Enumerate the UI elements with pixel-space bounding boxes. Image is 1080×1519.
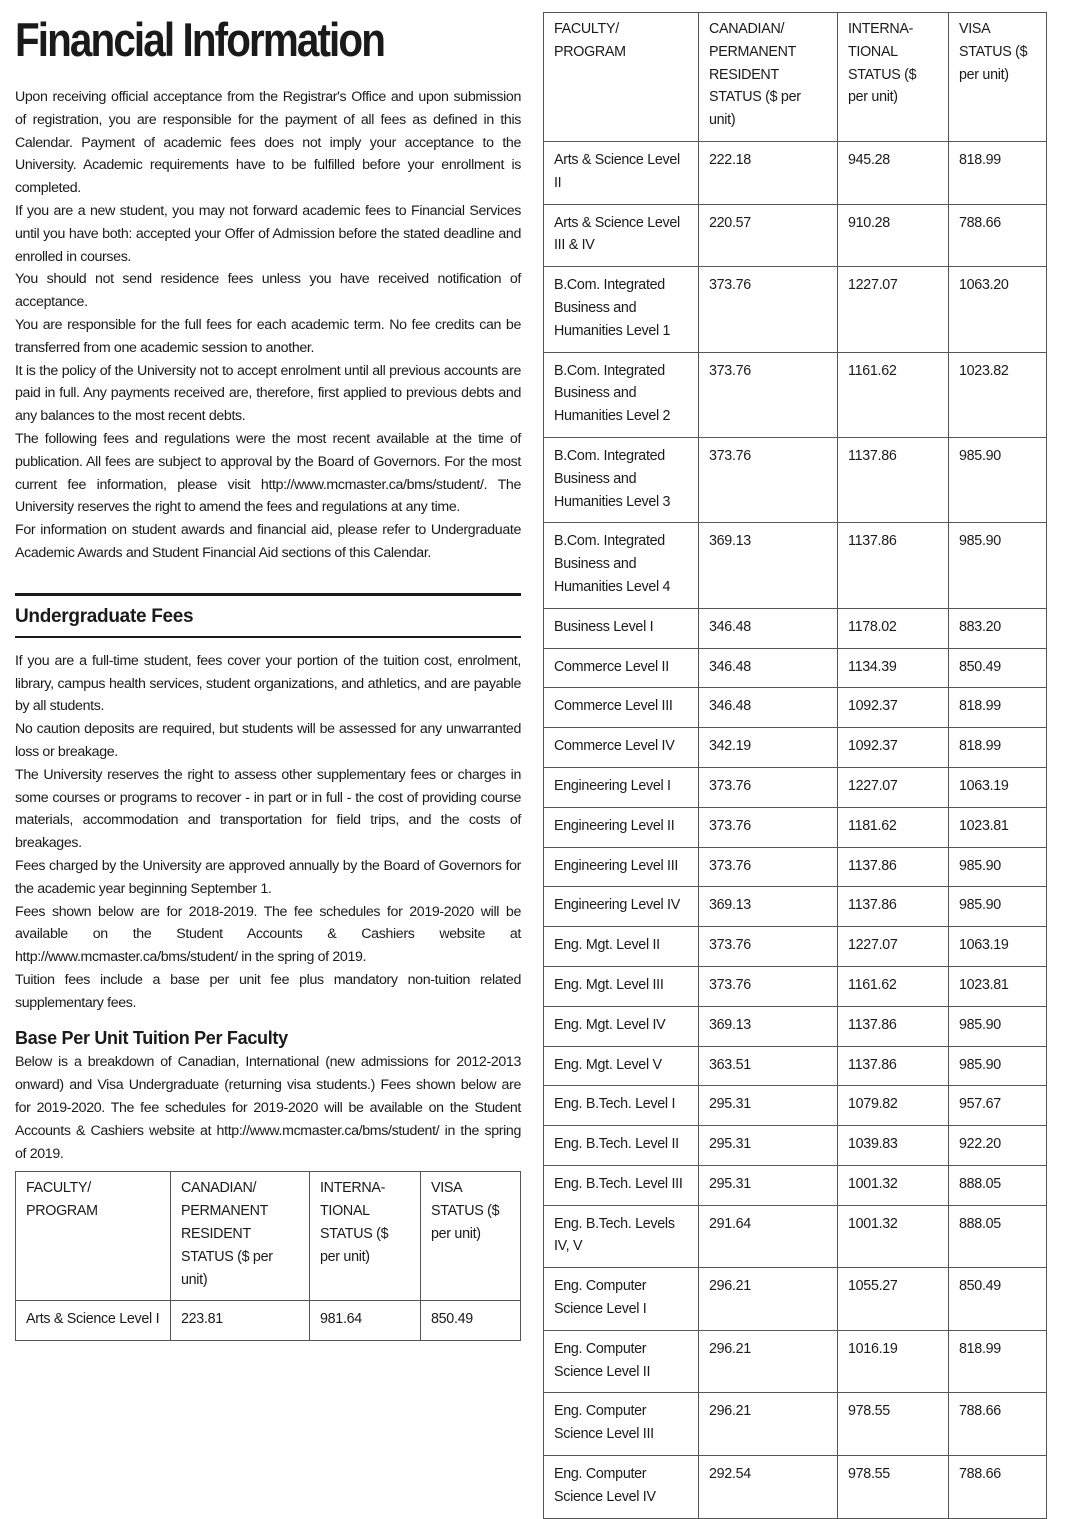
cell-program: B.Com. Integrated Business and Humanities Level 1 <box>544 267 699 352</box>
cell-international-fee: 1039.83 <box>838 1126 949 1166</box>
cell-program: Eng. Mgt. Level V <box>544 1046 699 1086</box>
intro-paragraph: It is the policy of the University not to accept enrolment until all previous accounts are paid in full. Any payments received are, therefore, first applied to previous debts and any balances to the most recent debts. <box>15 362 521 425</box>
cell-canadian-fee: 295.31 <box>699 1165 838 1205</box>
table-row <box>544 608 1047 648</box>
cell-international-fee: 1092.37 <box>838 728 949 768</box>
cell-visa-fee: 985.90 <box>949 887 1047 927</box>
cell-canadian-fee: 373.76 <box>699 437 838 522</box>
cell-visa-fee: 985.90 <box>949 437 1047 522</box>
cell-program: Engineering Level IV <box>544 887 699 927</box>
table-row <box>544 1046 1047 1086</box>
right-column <box>543 12 1047 1519</box>
cell-visa-fee: 818.99 <box>949 728 1047 768</box>
cell-visa-fee: 818.99 <box>949 1330 1047 1393</box>
cell-program: Commerce Level IV <box>544 728 699 768</box>
undergrad-paragraph: If you are a full-time student, fees cover your portion of the tuition cost, enrolment, library, campus health services, student organizations, and athletics, and are payable by all students. <box>15 652 521 715</box>
cell-program: Eng. Computer Science Level IV <box>544 1456 699 1519</box>
cell-program: Eng. B.Tech. Levels IV, V <box>544 1205 699 1268</box>
cell-international-fee: 1092.37 <box>838 688 949 728</box>
table-row <box>544 141 1047 204</box>
table-row <box>544 1126 1047 1166</box>
base-unit-paragraph: Below is a breakdown of Canadian, International (new admissions for 2012-2013 onward) and Visa Undergraduate (returning visa students.) Fees shown below are for 2019-2020. The fee schedules for 2019-2020 will be available on the Student Accounts & Cashiers website at http://www.mcmaster.ca/bms/student/ in the spring of 2019. <box>15 1054 521 1162</box>
table-row <box>544 688 1047 728</box>
table-row <box>544 523 1047 608</box>
table-row <box>544 1456 1047 1519</box>
table-row <box>544 966 1047 1006</box>
cell-program: Arts & Science Level III & IV <box>544 204 699 267</box>
cell-visa-fee: 1063.20 <box>949 267 1047 352</box>
cell-international-fee: 1137.86 <box>838 523 949 608</box>
header-canadian-status: CANADIAN/ PERMANENT RESIDENT STATUS ($ per unit) <box>699 13 838 142</box>
table-row <box>544 1165 1047 1205</box>
table-row <box>544 1086 1047 1126</box>
table-row <box>544 728 1047 768</box>
cell-canadian-fee: 373.76 <box>699 267 838 352</box>
cell-canadian-fee: 291.64 <box>699 1205 838 1268</box>
intro-section <box>15 86 521 565</box>
cell-visa-fee: 922.20 <box>949 1126 1047 1166</box>
cell-international-fee: 1016.19 <box>838 1330 949 1393</box>
cell-international-fee: 1055.27 <box>838 1268 949 1331</box>
cell-international-fee: 1227.07 <box>838 767 949 807</box>
cell-visa-fee: 985.90 <box>949 523 1047 608</box>
cell-international-fee: 1227.07 <box>838 927 949 967</box>
table-row <box>544 1393 1047 1456</box>
cell-canadian-fee: 373.76 <box>699 807 838 847</box>
header-canadian-status: CANADIAN/ PERMANENT RESIDENT STATUS ($ per unit) <box>171 1172 310 1301</box>
cell-program: Business Level I <box>544 608 699 648</box>
cell-visa-fee: 985.90 <box>949 1006 1047 1046</box>
cell-visa-fee: 888.05 <box>949 1165 1047 1205</box>
cell-international-fee: 981.64 <box>310 1301 421 1341</box>
base-unit-title: Base Per Unit Tuition Per Faculty <box>15 1028 288 1049</box>
cell-program: Eng. B.Tech. Level III <box>544 1165 699 1205</box>
cell-program: Engineering Level III <box>544 847 699 887</box>
cell-visa-fee: 818.99 <box>949 688 1047 728</box>
undergrad-paragraph: The University reserves the right to assess other supplementary fees or charges in some courses or programs to recover - in part or in full - the cost of providing course materials, accommodation and transportation for field trips, and the costs of breakages. <box>15 766 521 852</box>
cell-canadian-fee: 373.76 <box>699 352 838 437</box>
table-row <box>544 767 1047 807</box>
cell-program: Eng. Mgt. Level IV <box>544 1006 699 1046</box>
cell-canadian-fee: 296.21 <box>699 1330 838 1393</box>
header-faculty-program: FACULTY/ PROGRAM <box>16 1172 171 1301</box>
header-visa-status: VISA STATUS ($ per unit) <box>421 1172 521 1301</box>
header-international-status: INTERNA-TIONAL STATUS ($ per unit) <box>838 13 949 142</box>
cell-program: Commerce Level II <box>544 648 699 688</box>
intro-paragraph: You are responsible for the full fees for each academic term. No fee credits can be transferred from one academic session to another. <box>15 316 521 356</box>
cell-program: Eng. Mgt. Level II <box>544 927 699 967</box>
cell-visa-fee: 1063.19 <box>949 767 1047 807</box>
cell-international-fee: 945.28 <box>838 141 949 204</box>
cell-visa-fee: 850.49 <box>421 1301 521 1341</box>
cell-canadian-fee: 373.76 <box>699 966 838 1006</box>
cell-international-fee: 1137.86 <box>838 1046 949 1086</box>
cell-canadian-fee: 346.48 <box>699 608 838 648</box>
table-row <box>544 847 1047 887</box>
cell-international-fee: 1001.32 <box>838 1165 949 1205</box>
cell-international-fee: 1161.62 <box>838 352 949 437</box>
cell-international-fee: 978.55 <box>838 1456 949 1519</box>
cell-canadian-fee: 373.76 <box>699 767 838 807</box>
cell-international-fee: 1181.62 <box>838 807 949 847</box>
cell-canadian-fee: 295.31 <box>699 1086 838 1126</box>
section-divider <box>15 636 521 638</box>
intro-paragraph: If you are a new student, you may not forward academic fees to Financial Services until you have both: accepted your Offer of Admission before the stated deadline and enrolled in courses. <box>15 202 521 265</box>
cell-visa-fee: 788.66 <box>949 1393 1047 1456</box>
cell-visa-fee: 1063.19 <box>949 927 1047 967</box>
cell-international-fee: 978.55 <box>838 1393 949 1456</box>
fee-table-left <box>15 1171 521 1341</box>
cell-canadian-fee: 373.76 <box>699 847 838 887</box>
fee-table-right <box>543 12 1047 1519</box>
cell-international-fee: 910.28 <box>838 204 949 267</box>
cell-program: Engineering Level I <box>544 767 699 807</box>
cell-visa-fee: 818.99 <box>949 141 1047 204</box>
cell-international-fee: 1161.62 <box>838 966 949 1006</box>
cell-canadian-fee: 296.21 <box>699 1268 838 1331</box>
header-faculty-program: FACULTY/ PROGRAM <box>544 13 699 142</box>
cell-program: Eng. Computer Science Level II <box>544 1330 699 1393</box>
table-row <box>544 267 1047 352</box>
cell-visa-fee: 788.66 <box>949 204 1047 267</box>
table-row <box>544 1268 1047 1331</box>
intro-paragraph: You should not send residence fees unless you have received notification of acceptance. <box>15 271 521 311</box>
undergrad-paragraph: Fees charged by the University are approved annually by the Board of Governors for the academic year beginning September 1. <box>15 857 521 897</box>
cell-visa-fee: 788.66 <box>949 1456 1047 1519</box>
table-row <box>544 807 1047 847</box>
cell-international-fee: 1227.07 <box>838 267 949 352</box>
table-row <box>544 648 1047 688</box>
cell-program: Eng. Computer Science Level III <box>544 1393 699 1456</box>
cell-program: Eng. B.Tech. Level II <box>544 1126 699 1166</box>
undergrad-paragraph: Tuition fees include a base per unit fee plus mandatory non-tuition related supplementary fees. <box>15 971 521 1011</box>
cell-visa-fee: 883.20 <box>949 608 1047 648</box>
cell-program: Eng. Mgt. Level III <box>544 966 699 1006</box>
cell-canadian-fee: 342.19 <box>699 728 838 768</box>
table-row <box>544 887 1047 927</box>
left-column <box>15 8 521 1341</box>
cell-international-fee: 1137.86 <box>838 1006 949 1046</box>
cell-program: B.Com. Integrated Business and Humanities Level 3 <box>544 437 699 522</box>
cell-visa-fee: 957.67 <box>949 1086 1047 1126</box>
cell-canadian-fee: 363.51 <box>699 1046 838 1086</box>
cell-program: Commerce Level III <box>544 688 699 728</box>
page-title: Financial Information <box>15 13 384 66</box>
cell-canadian-fee: 373.76 <box>699 927 838 967</box>
cell-canadian-fee: 292.54 <box>699 1456 838 1519</box>
cell-canadian-fee: 346.48 <box>699 688 838 728</box>
cell-international-fee: 1137.86 <box>838 847 949 887</box>
cell-program: Arts & Science Level I <box>16 1301 171 1341</box>
cell-visa-fee: 985.90 <box>949 847 1047 887</box>
intro-paragraph: Upon receiving official acceptance from the Registrar's Office and upon submission of registration, you are responsible for the payment of all fees as defined in this Calendar. Payment of academic fees does not imply your acceptance to the University. Academic requirements have to be fulfilled before your enrollment is completed. <box>15 89 521 197</box>
table-row <box>544 352 1047 437</box>
cell-visa-fee: 850.49 <box>949 1268 1047 1331</box>
section-divider <box>15 593 521 596</box>
table-row <box>544 437 1047 522</box>
cell-canadian-fee: 222.18 <box>699 141 838 204</box>
cell-visa-fee: 850.49 <box>949 648 1047 688</box>
table-row <box>544 1330 1047 1393</box>
cell-program: B.Com. Integrated Business and Humanities Level 2 <box>544 352 699 437</box>
table-header-row <box>16 1172 521 1301</box>
cell-canadian-fee: 369.13 <box>699 1006 838 1046</box>
cell-program: Eng. Computer Science Level I <box>544 1268 699 1331</box>
cell-program: Arts & Science Level II <box>544 141 699 204</box>
cell-canadian-fee: 295.31 <box>699 1126 838 1166</box>
table-row <box>544 927 1047 967</box>
cell-international-fee: 1178.02 <box>838 608 949 648</box>
intro-paragraph: The following fees and regulations were the most recent available at the time of publication. All fees are subject to approval by the Board of Governors. For the most current fee information, please visit http://www.mcmaster.ca/bms/student/. The University reserves the right to amend the fees and regulations at any time. <box>15 430 521 516</box>
cell-international-fee: 1001.32 <box>838 1205 949 1268</box>
cell-visa-fee: 888.05 <box>949 1205 1047 1268</box>
cell-canadian-fee: 220.57 <box>699 204 838 267</box>
cell-international-fee: 1137.86 <box>838 437 949 522</box>
table-row <box>544 1006 1047 1046</box>
cell-canadian-fee: 369.13 <box>699 887 838 927</box>
header-international-status: INTERNA-TIONAL STATUS ($ per unit) <box>310 1172 421 1301</box>
cell-international-fee: 1134.39 <box>838 648 949 688</box>
cell-visa-fee: 1023.82 <box>949 352 1047 437</box>
cell-international-fee: 1079.82 <box>838 1086 949 1126</box>
cell-canadian-fee: 296.21 <box>699 1393 838 1456</box>
undergrad-fees-section <box>15 650 521 1015</box>
table-row <box>544 1205 1047 1268</box>
cell-program: Engineering Level II <box>544 807 699 847</box>
table-row <box>544 204 1047 267</box>
cell-international-fee: 1137.86 <box>838 887 949 927</box>
undergrad-fees-title: Undergraduate Fees <box>15 605 194 627</box>
intro-paragraph: For information on student awards and financial aid, please refer to Undergraduate Academic Awards and Student Financial Aid sections of this Calendar. <box>15 522 521 561</box>
cell-visa-fee: 1023.81 <box>949 807 1047 847</box>
undergrad-paragraph: Fees shown below are for 2018-2019. The fee schedules for 2019-2020 will be available on the Student Accounts & Cashiers website at http://www.mcmaster.ca/bms/student/ in the spring of 2019. <box>15 903 521 966</box>
cell-visa-fee: 1023.81 <box>949 966 1047 1006</box>
table-row <box>16 1301 521 1341</box>
cell-canadian-fee: 223.81 <box>171 1301 310 1341</box>
cell-program: Eng. B.Tech. Level I <box>544 1086 699 1126</box>
cell-canadian-fee: 369.13 <box>699 523 838 608</box>
cell-visa-fee: 985.90 <box>949 1046 1047 1086</box>
cell-canadian-fee: 346.48 <box>699 648 838 688</box>
cell-program: B.Com. Integrated Business and Humanities Level 4 <box>544 523 699 608</box>
table-header-row <box>544 13 1047 142</box>
undergrad-paragraph: No caution deposits are required, but students will be assessed for any unwarranted loss or breakage. <box>15 721 521 760</box>
header-visa-status: VISA STATUS ($ per unit) <box>949 13 1047 142</box>
